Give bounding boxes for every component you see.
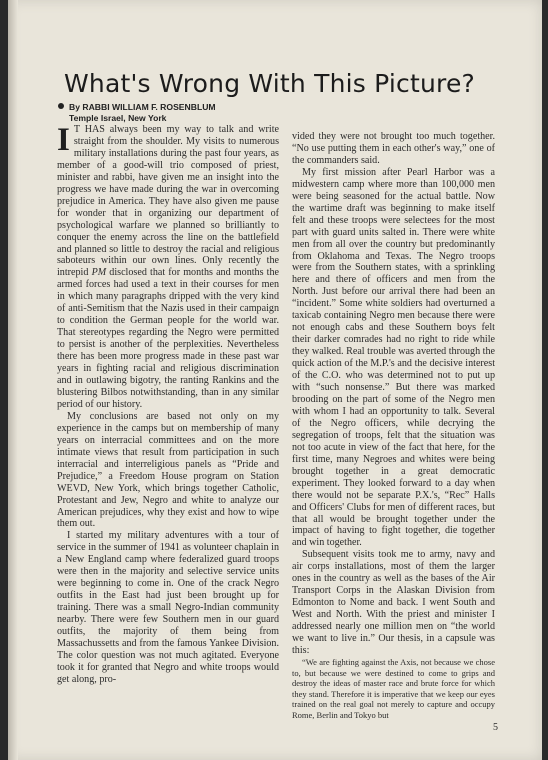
publication-name: PM	[91, 267, 107, 279]
paragraph: My first mission after Pearl Harbor was a midwestern camp where more than 100,000 men were being seasoned for the actual battle. Now the wartime draft was beginning to make itself felt and these troops were selectees for the most part with guard units salted in. There were white men from all over the country but predominantly from Oklahoma and Texas. The Negro troops were from the Southern states, with a sprinkling here and there of officers and men from the North. Just before our arrival there had been an “incident.” Some white soldiers had overturned a taxicab containing Negro men because there were not enough cabs and these Southern boys felt their darker comrades had no right to ride while they walked. Real trouble was averted through the quick action of the M.P.'s and the decisive interest of the C.O. who was determined not to put up with “such nonsense.” But there was marked brooding on the part of some of the Negro men with whom I had an opportunity to talk. Several of the Negro officers, while decrying the segregation of troops, felt that the situation was not too acute in view of the fact that here, for the first time, many Negroes and whites were being brought together in a great democratic experiment. They looked forward to a day when there would not be separate P.X.'s, “Rec” Halls and Officers' Clubs for men of different races, but that all would be brought together under the impact of having to fight together, die together and win together.	[292, 166, 495, 549]
column-right	[292, 131, 495, 721]
byline	[58, 102, 318, 123]
paragraph: vided they were not brought too much together. “No use putting them in each other's way,” one of the commanders said.	[292, 131, 495, 166]
paragraph: My conclusions are based not only on my experience in the camps but on membership of many years on interracial committees and on the more intimate views that result from participation in such interracial and interreligious panels as “Pride and Prejudice,” a Freedom House program on Station WEVD, New York, which brings together Catholic, Protestant and Jew, Negro and white to analyze our American prejudices, why they exist and how to wipe them out.	[57, 410, 279, 530]
paragraph: I T HAS always been my way to talk and write straight from the shoulder. My visits to numerous military installations during the past four years, as member of a good-will trio composed of priest, minister and rabbi, have given me an insight into the progress we have made during the war in overcoming prejudice in America. They have also given me pause for wonder that in organizing our department of psychological warfare we planned so brilliantly to conquer the enemy across the line on the battlefield and planned so little to destroy the racial and religious saboteurs within our own lines. Only recently the intrepid PM disclosed that for months and months the armed forces had used a text in their courses for men in which many paragraphs dripped with the very kind of anti-Semitism that the Nazis used in their campaign to condition the German people for the world war. That stereotypes regarding the Negro were permitted to persist is another of the perplexities. Nevertheless there has been more progress made in these past war years in fighting racial and religious discrimination and in outlawing bigotry, the ranting Rankins and the blustering Bilbos notwithstanding, than in any similar period of our history.	[57, 122, 280, 410]
byline-author: By RABBI WILLIAM F. ROSENBLUM	[69, 102, 216, 112]
paragraph: Subsequent visits took me to army, navy and air corps installations, most of them the larger ones in the country as well as the bases of the Air Transport Corps in the Alaskan Division from Edmonton to Nome and back. I went South and West and North. With the priest and minister I addressed nearly one million men on “the world we want to live in.” Our thesis, in a capsule was this:	[292, 549, 495, 656]
bullet-icon	[58, 103, 64, 109]
block-quote: “We are fighting against the Axis, not because we chose to, but because we were destined to come to grips and destroy the ideas of master race and brute force for which they stand. Therefore it is imperative that we keep our eyes trained on the real goal not merely to capture and occupy Rome, Berlin and Tokyo but	[292, 656, 495, 720]
paragraph: I started my military adventures with a tour of service in the summer of 1941 as volunteer chaplain in a New England camp where federalized guard troops were then in the majority and selective service units were beginning to come in. One of the crack Negro outfits in the East had just been brought up for training. There was a small Negro-Indian community nearby. There were few Southern men in our guard outfits, the majority of them being from Massachussetts and from the famous Yankee Division. The color question was not much agitated. Everyone took it for granted that Negro and white troops would get along, pro-	[57, 530, 279, 685]
binding-gutter	[8, 0, 18, 760]
article-title: What's Wrong With This Picture?	[64, 69, 475, 98]
column-left	[57, 124, 279, 686]
magazine-page	[8, 0, 542, 760]
page-number: 5	[493, 722, 498, 733]
byline-location: Temple Israel, New York	[69, 112, 167, 123]
drop-cap: I	[57, 122, 70, 158]
